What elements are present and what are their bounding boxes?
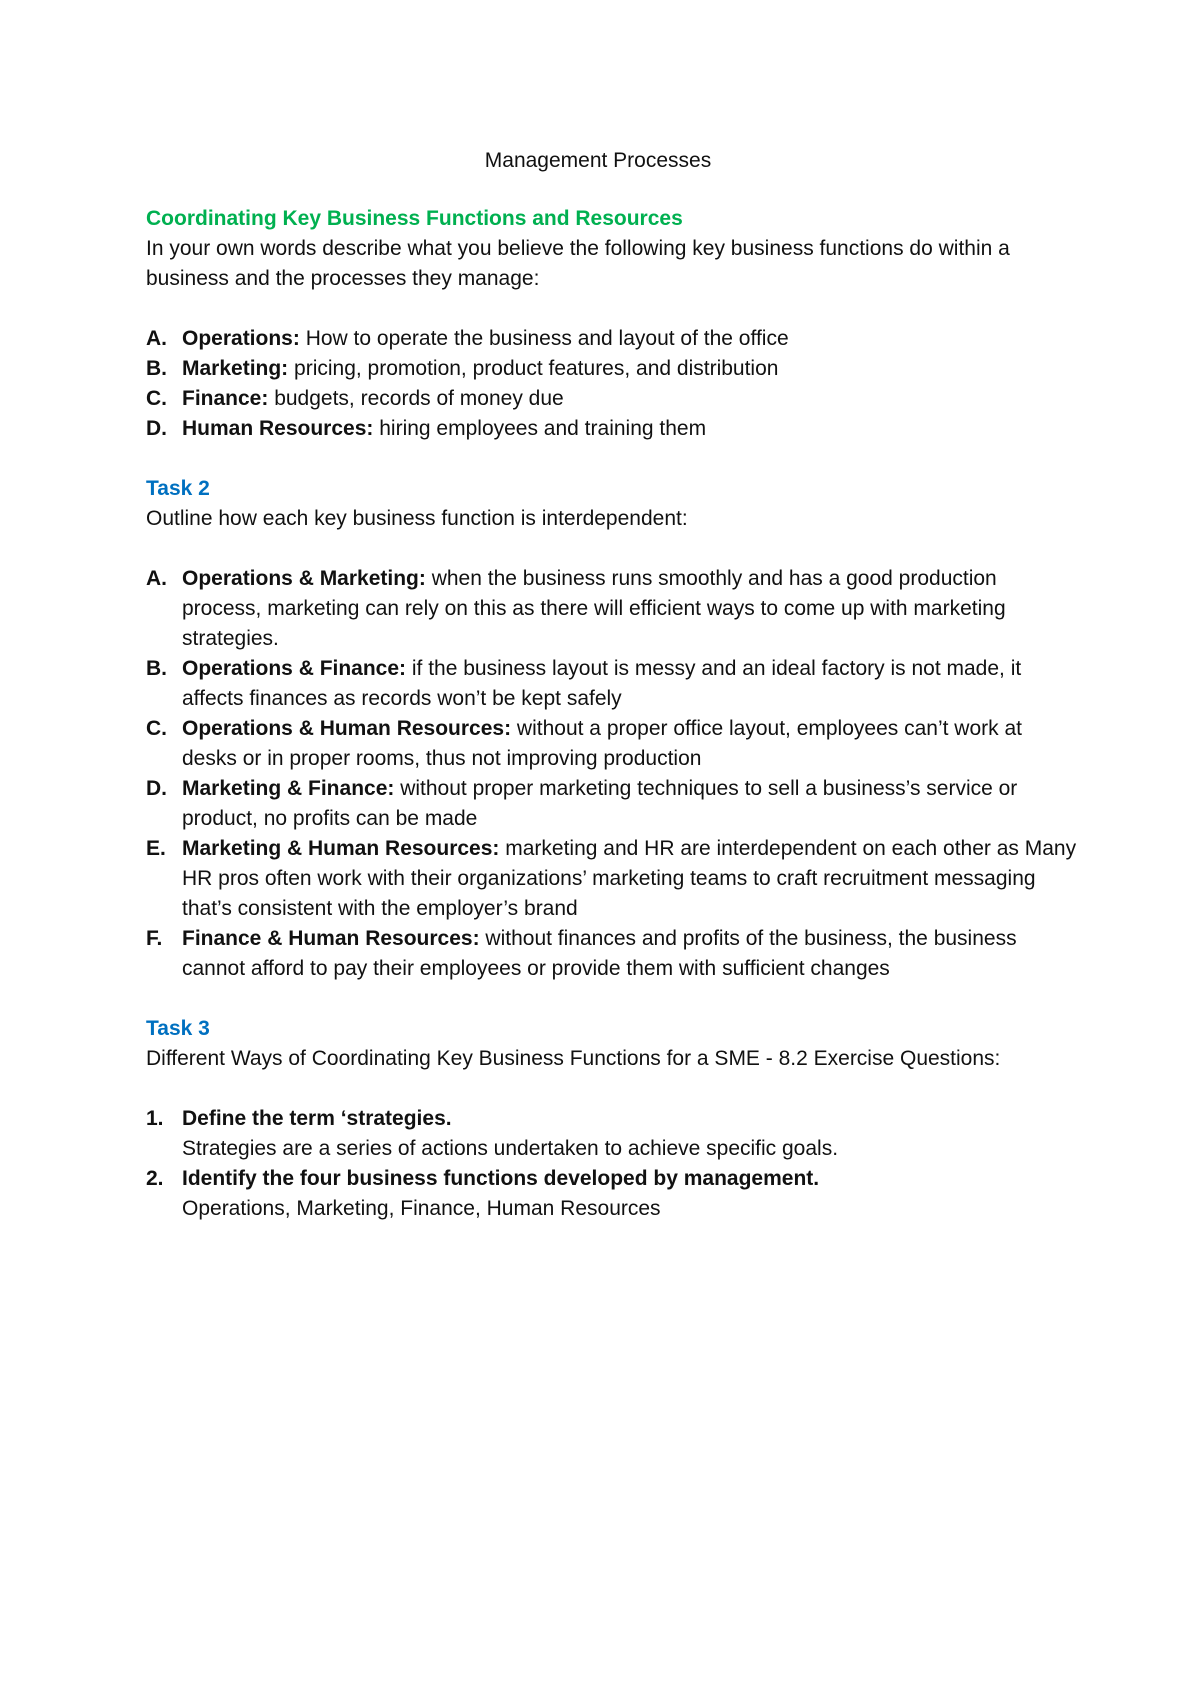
section-heading-coordinating: Coordinating Key Business Functions and Resources [146,207,683,230]
list-marker: C. [146,717,167,740]
list-item [146,714,1080,774]
answer-text: Operations, Marketing, Finance, Human Resources [182,1197,661,1220]
list-marker: B. [146,357,167,380]
document-title: Management Processes [484,149,712,172]
list-marker: E. [146,837,166,860]
item-term: Operations & Human Resources: [182,717,512,740]
list-marker: C. [146,387,167,410]
spacer [146,984,1080,1014]
exercise-questions-list [146,1104,1080,1224]
spacer [146,534,1080,564]
list-item [146,1104,1080,1164]
item-term: Finance: [182,387,269,410]
list-marker: F. [146,927,163,950]
question-text: Identify the four business functions developed by management. [182,1167,820,1190]
section-heading-task-2: Task 2 [146,477,210,500]
section1-intro: In your own words describe what you believe the following key business functions do within a business and the processes they manage: [146,237,1010,290]
section3-intro: Different Ways of Coordinating Key Business Functions for a SME - 8.2 Exercise Questions: [146,1047,1001,1070]
item-text: hiring employees and training them [373,417,707,440]
list-item [146,384,1080,414]
question-text: Define the term ‘strategies. [182,1107,452,1130]
item-term: Human Resources: [182,417,374,440]
item-term: Marketing & Human Resources: [182,837,500,860]
business-functions-list [146,324,1080,444]
item-term: Operations: [182,327,300,350]
list-marker: A. [146,567,167,590]
spacer [146,1074,1080,1104]
list-item [146,834,1080,924]
list-item [146,324,1080,354]
list-marker: D. [146,777,167,800]
section-heading-task-3: Task 3 [146,1017,210,1040]
item-term: Marketing: [182,357,289,380]
list-item [146,564,1080,654]
list-marker: 1. [146,1107,164,1130]
item-text: pricing, promotion, product features, and distribution [288,357,779,380]
section2-intro: Outline how each key business function is interdependent: [146,507,688,530]
list-marker: B. [146,657,167,680]
answer-text: Strategies are a series of actions undertaken to achieve specific goals. [182,1137,839,1160]
list-item [146,774,1080,834]
interdependence-list [146,564,1080,984]
spacer [146,294,1080,324]
list-item [146,1164,1080,1224]
item-text: budgets, records of money due [268,387,564,410]
item-text: without finances and profits of the business, the business cannot afford to pay their employees or provide them with sufficient changes [182,927,1017,980]
item-term: Operations & Finance: [182,657,407,680]
item-text: without proper marketing techniques to sell a business’s service or product, no profits can be made [182,777,1018,830]
item-text: How to operate the business and layout of the office [299,327,789,350]
list-marker: D. [146,417,167,440]
list-marker: 2. [146,1167,164,1190]
list-item [146,654,1080,714]
item-term: Operations & Marketing: [182,567,426,590]
list-item [146,354,1080,384]
item-term: Finance & Human Resources: [182,927,480,950]
item-text: marketing and HR are interdependent on each other as Many HR pros often work with their organizations’ marketing teams to craft recruitment messaging that’s consistent with the employer’s brand [182,837,1077,920]
spacer [146,444,1080,474]
item-text: if the business layout is messy and an ideal factory is not made, it affects finances as records won’t be kept safely [182,657,1022,710]
item-term: Marketing & Finance: [182,777,395,800]
list-marker: A. [146,327,167,350]
item-text: when the business runs smoothly and has a good production process, marketing can rely on this as there will efficient ways to come up with marketing strategies. [182,567,1006,650]
item-text: without a proper office layout, employees can’t work at desks or in proper rooms, thus not improving production [182,717,1022,770]
list-item [146,924,1080,984]
list-item [146,414,1080,444]
